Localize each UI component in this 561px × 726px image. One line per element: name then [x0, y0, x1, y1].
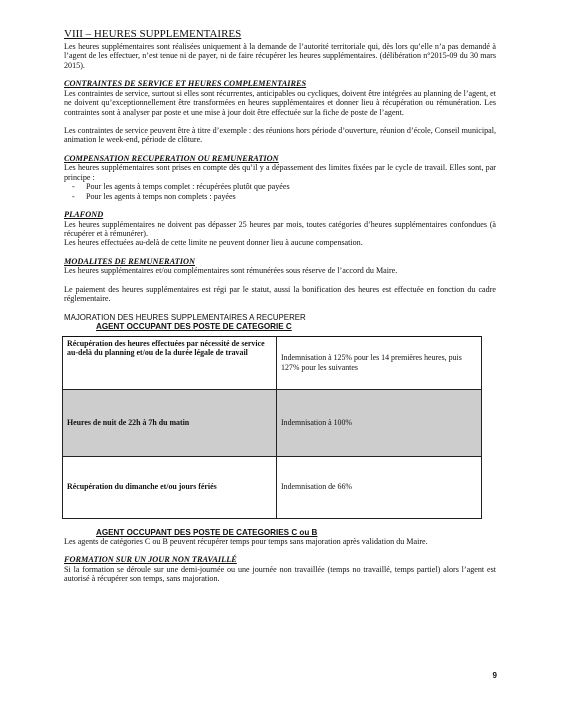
table-cell-label: Récupération des heures effectuées par nécessité de service au-delà du planning et/ou de la durée légale de travail: [63, 336, 277, 389]
table-row: [63, 456, 482, 518]
heading-contraintes: CONTRAINTES DE SERVICE ET HEURES COMPLEMENTAIRES: [64, 79, 307, 89]
plafond-paragraph-2: Les heures effectuées au-delà de cette limite ne peuvent donner lieu à aucune compensation.: [64, 238, 363, 248]
contraintes-paragraph-1: Les contraintes de service, surtout si elles sont récurrentes, anticipables ou cycliques, doivent être intégrées au planning de l’agent, et ne doivent qu’exceptionnellement être transformées en heures supplémentaires et donner lieu à récupération ou rémunération. Les contraintes sont à analyser par poste et une mise à jour doit être effectuée sur la fiche de poste de l’agent.: [64, 88, 496, 117]
table-cell-value: Indemnisation à 100%: [277, 389, 482, 456]
heading-plafond: PLAFOND: [64, 210, 104, 220]
section-intro-paragraph: Les heures supplémentaires sont réalisées uniquement à la demande de l’autorité territoriale qui, dès lors qu’elle n’a pas demandé à l’agent de les effectuer, n’est tenue ni de payer, ni de faire récupérer les heures supplémentaires. (délibération n°2015-09 du 30 mars 2015).: [64, 42, 496, 70]
formation-paragraph: Si la formation se déroule sur une demi-journée ou une journée non travaillée (temps no travaillé, temps partiel) alors l’agent est autorisé à récupérer son temps, sans majoration.: [64, 564, 496, 584]
plafond-paragraph-1: Les heures supplémentaires ne doivent pas dépasser 25 heures par mois, toutes catégories d’heures supplémentaires confondues (à récupérer et à rémunérer).: [64, 219, 496, 239]
modalites-paragraph-1: Les heures supplémentaires et/ou complémentaires sont rémunérées sous réserve de l’accord du Maire.: [64, 266, 398, 276]
table-cell-label: Heures de nuit de 22h à 7h du matin: [63, 389, 277, 456]
table-row: [63, 389, 482, 456]
table-row: [63, 336, 482, 389]
categories-cb-paragraph: Les agents de catégories C ou B peuvent récupérer temps pour temps sans majoration après validation du Maire.: [64, 536, 428, 546]
categories-cb-subheading: AGENT OCCUPANT DES POSTE DE CATEGORIES C ou B: [96, 527, 318, 537]
majoration-table: [62, 336, 482, 519]
majoration-heading: MAJORATION DES HEURES SUPPLEMENTAIRES A RECUPERER: [64, 312, 306, 322]
table-cell-value: Indemnisation de 66%: [277, 456, 482, 518]
list-item: - Pour les agents à temps complet : récupérées plutôt que payées: [64, 182, 496, 191]
table-cell-value: Indemnisation à 125% pour les 14 premières heures, puis 127% pour les suivantes: [277, 336, 482, 389]
document-page: [64, 28, 496, 584]
majoration-subheading: AGENT OCCUPANT DES POSTE DE CATEGORIE C: [96, 322, 292, 332]
section-title-heures-supplementaires: VIII – HEURES SUPPLEMENTAIRES: [64, 28, 242, 40]
heading-compensation: COMPENSATION RECUPERATION OU REMUNERATION: [64, 153, 279, 163]
page-number: 9: [492, 671, 497, 680]
list-item: - Pour les agents à temps non complets : payées: [64, 192, 496, 201]
compensation-paragraph: Les heures supplémentaires sont prises en compte dès qu’il y a dépassement des limites fixées par le cycle de travail. Elles sont, par principe :: [64, 163, 496, 182]
table-cell-label: Récupération du dimanche et/ou jours fériés: [63, 456, 277, 518]
contraintes-paragraph-2: Les contraintes de service peuvent être à titre d’exemple : des réunions hors période d’ouverture, réunion d’école, Conseil municipal, animation le week-end, période de clôture.: [64, 126, 496, 145]
heading-modalites: MODALITES DE REMUNERATION: [64, 256, 195, 266]
modalites-paragraph-2: Le paiement des heures supplémentaires est régi par le statut, aussi la bonification des heures est effectuée en fonction du cadre réglementaire.: [64, 284, 496, 304]
heading-formation: FORMATION SUR UN JOUR NON TRAVAILLÉ: [64, 555, 237, 565]
compensation-list: [64, 182, 496, 201]
